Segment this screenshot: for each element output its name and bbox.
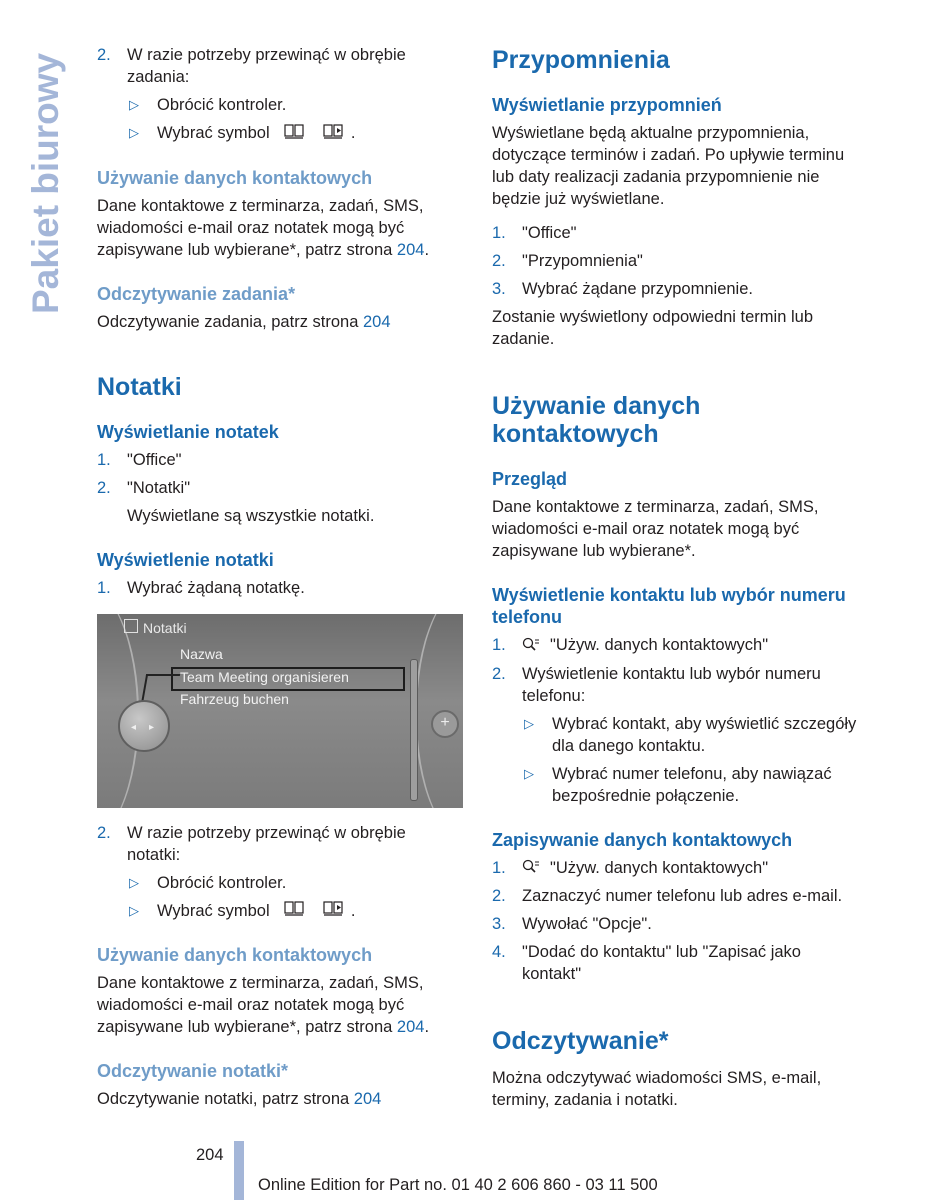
- screen-menu-item: Fahrzeug buchen: [180, 690, 289, 707]
- section-title: Odczytywanie*: [492, 1027, 669, 1056]
- bullet-text: Wybrać kontakt, aby wyświetlić szczegóły dla danego kontaktu.: [552, 714, 857, 755]
- list-text: Wywołać "Opcje".: [522, 915, 652, 934]
- list-number: 2.: [97, 478, 111, 497]
- footer-edition: Online Edition for Part no. 01 40 2 606 860 - 03 11 500: [258, 1176, 658, 1194]
- section-heading: Przegląd: [492, 469, 568, 489]
- section-title: Notatki: [97, 372, 182, 401]
- triangle-bullet-icon: ▷: [524, 765, 534, 781]
- screen-title: Notatki: [143, 619, 187, 636]
- list-number: 2.: [97, 46, 111, 64]
- magnifier-icon: [522, 635, 540, 657]
- bullet-item: [97, 900, 463, 923]
- list-text: "Dodać do kontaktu" lub "Zapisać jako kontakt": [522, 943, 801, 984]
- list-item: [97, 577, 463, 599]
- list-number: 1.: [492, 636, 506, 654]
- bullet-item: [492, 763, 858, 807]
- period: .: [350, 124, 356, 142]
- list-item: [492, 278, 858, 300]
- list-text: "Office": [522, 224, 577, 242]
- note-icon: [124, 619, 138, 633]
- bullet-text: Wybrać symbol: [157, 124, 270, 142]
- section-heading: Wyświetlenie kontaktu lub wybór numeru telefonu: [492, 585, 846, 627]
- section-heading: Używanie danych kontaktowych: [97, 945, 373, 966]
- section-heading: Wyświetlanie przypomnień: [492, 95, 722, 115]
- right-column: [492, 44, 858, 1111]
- list-text: Zaznaczyć numer telefonu lub adres e-mail.: [522, 887, 843, 906]
- paragraph: Odczytywanie zadania, patrz strona 204: [97, 312, 391, 331]
- bullet-item: [492, 713, 858, 757]
- list-number: 1.: [492, 224, 506, 242]
- section-heading: Wyświetlanie notatek: [97, 421, 279, 442]
- controller-knob-icon: ◂ ▸: [118, 700, 170, 752]
- list-number: 2.: [97, 823, 111, 842]
- list-item: [492, 222, 858, 244]
- list-text: Wybrać żądaną notatkę.: [127, 578, 305, 597]
- paragraph: Wyświetlane będą aktualne przypomnienia, dotyczące terminów i zadań. Po upływie terminu lub daty realizacji zadania przypomnienie nie będzie już wyświetlane.: [492, 124, 845, 208]
- magnifier-icon: [522, 857, 540, 879]
- list-item: [492, 941, 858, 985]
- list-text: W razie potrzeby przewinąć w obrębie zadania:: [127, 46, 406, 86]
- left-column: [97, 44, 463, 1110]
- period: .: [350, 901, 356, 920]
- bullet-text: Obrócić kontroler.: [157, 873, 287, 892]
- bullet-text: Wybrać symbol: [157, 901, 270, 920]
- list-number: 1.: [97, 450, 111, 469]
- list-item: [492, 913, 858, 935]
- list-number: 2.: [492, 664, 506, 683]
- list-item: [97, 449, 463, 471]
- bullet-item: [97, 94, 463, 116]
- book-next-icon: [323, 123, 345, 145]
- bullet-item: [97, 872, 463, 894]
- list-text: "Office": [127, 450, 182, 469]
- list-number: 2.: [492, 887, 506, 906]
- section-heading: Zapisywanie danych kontaktowych: [492, 829, 793, 850]
- page-number: 204: [196, 1146, 224, 1164]
- triangle-bullet-icon: ▷: [129, 902, 139, 918]
- list-text: "Używ. danych kontaktowych": [550, 858, 769, 877]
- section-heading: Odczytywanie notatki*: [97, 1061, 289, 1082]
- side-tab: [22, 40, 66, 320]
- list-number: 3.: [492, 915, 506, 934]
- section-title: Używanie danych kontaktowych: [492, 392, 701, 448]
- list-item: [97, 477, 463, 499]
- page-link[interactable]: 204: [396, 1018, 425, 1037]
- list-item: [492, 857, 858, 880]
- list-text: Wybrać żądane przypomnienie.: [522, 280, 753, 298]
- list-text: "Notatki": [127, 478, 191, 497]
- section-heading: Używanie danych kontaktowych: [97, 167, 373, 188]
- list-item: [492, 250, 858, 272]
- triangle-bullet-icon: ▷: [524, 715, 534, 731]
- bullet-text: Wybrać numer telefonu, aby nawiązać bezpośrednie połączenie.: [552, 764, 832, 805]
- page-link[interactable]: 204: [396, 240, 425, 259]
- list-item: [97, 822, 463, 866]
- list-item: [492, 663, 858, 707]
- footer-bar: [234, 1141, 244, 1200]
- book-icon: [284, 900, 304, 922]
- list-number: 1.: [492, 858, 506, 877]
- list-text: "Używ. danych kontaktowych": [550, 636, 769, 654]
- list-number: 3.: [492, 280, 506, 298]
- bullet-text: Obrócić kontroler.: [157, 96, 287, 114]
- paragraph: Zostanie wyświetlony odpowiedni termin lub zadanie.: [492, 308, 813, 348]
- screen-scrollbar: [410, 659, 418, 801]
- paragraph: Dane kontaktowe z terminarza, zadań, SMS, wiadomości e-mail oraz notatek mogą być zapisywane lub wybierane*, patrz strona 204.: [97, 974, 430, 1037]
- plus-icon: +: [431, 710, 459, 738]
- triangle-bullet-icon: ▷: [129, 874, 139, 890]
- section-title: Przypomnienia: [492, 46, 670, 74]
- paragraph: Dane kontaktowe z terminarza, zadań, SMS, wiadomości e-mail oraz notatek mogą być zapisywane lub wybierane*.: [492, 498, 819, 560]
- paragraph: Odczytywanie notatki, patrz strona 204: [97, 1090, 382, 1109]
- bullet-item: [97, 122, 463, 145]
- page-link[interactable]: 204: [353, 1090, 382, 1109]
- list-text: W razie potrzeby przewinąć w obrębie notatki:: [127, 823, 406, 864]
- list-number: 4.: [492, 943, 506, 962]
- list-number: 2.: [492, 252, 506, 270]
- list-item: [97, 44, 463, 88]
- triangle-bullet-icon: ▷: [129, 125, 139, 140]
- list-number: 1.: [97, 578, 111, 597]
- side-tab-label: Pakiet biurowy: [25, 52, 66, 314]
- screen-menu-item: Team Meeting organisieren: [180, 668, 349, 685]
- section-heading: Wyświetlenie notatki: [97, 549, 274, 570]
- book-icon: [284, 123, 304, 145]
- screen-menu-item: Nazwa: [180, 645, 223, 662]
- paragraph: Wyświetlane są wszystkie notatki.: [127, 506, 375, 525]
- paragraph: Dane kontaktowe z terminarza, zadań, SMS, wiadomości e-mail oraz notatek mogą być zapisywane lub wybierane*, patrz strona 204.: [97, 196, 430, 259]
- section-heading: Odczytywanie zadania*: [97, 283, 296, 304]
- list-text: Wyświetlenie kontaktu lub wybór numeru telefonu:: [522, 664, 821, 705]
- list-item: [492, 634, 858, 657]
- page-link[interactable]: 204: [362, 312, 391, 331]
- list-item: [492, 885, 858, 907]
- triangle-bullet-icon: ▷: [129, 97, 139, 112]
- list-text: "Przypomnienia": [522, 252, 643, 270]
- paragraph: Można odczytywać wiadomości SMS, e-mail, terminy, zadania i notatki.: [492, 1069, 822, 1110]
- book-next-icon: [323, 900, 345, 922]
- idrive-screen-image: [97, 614, 463, 808]
